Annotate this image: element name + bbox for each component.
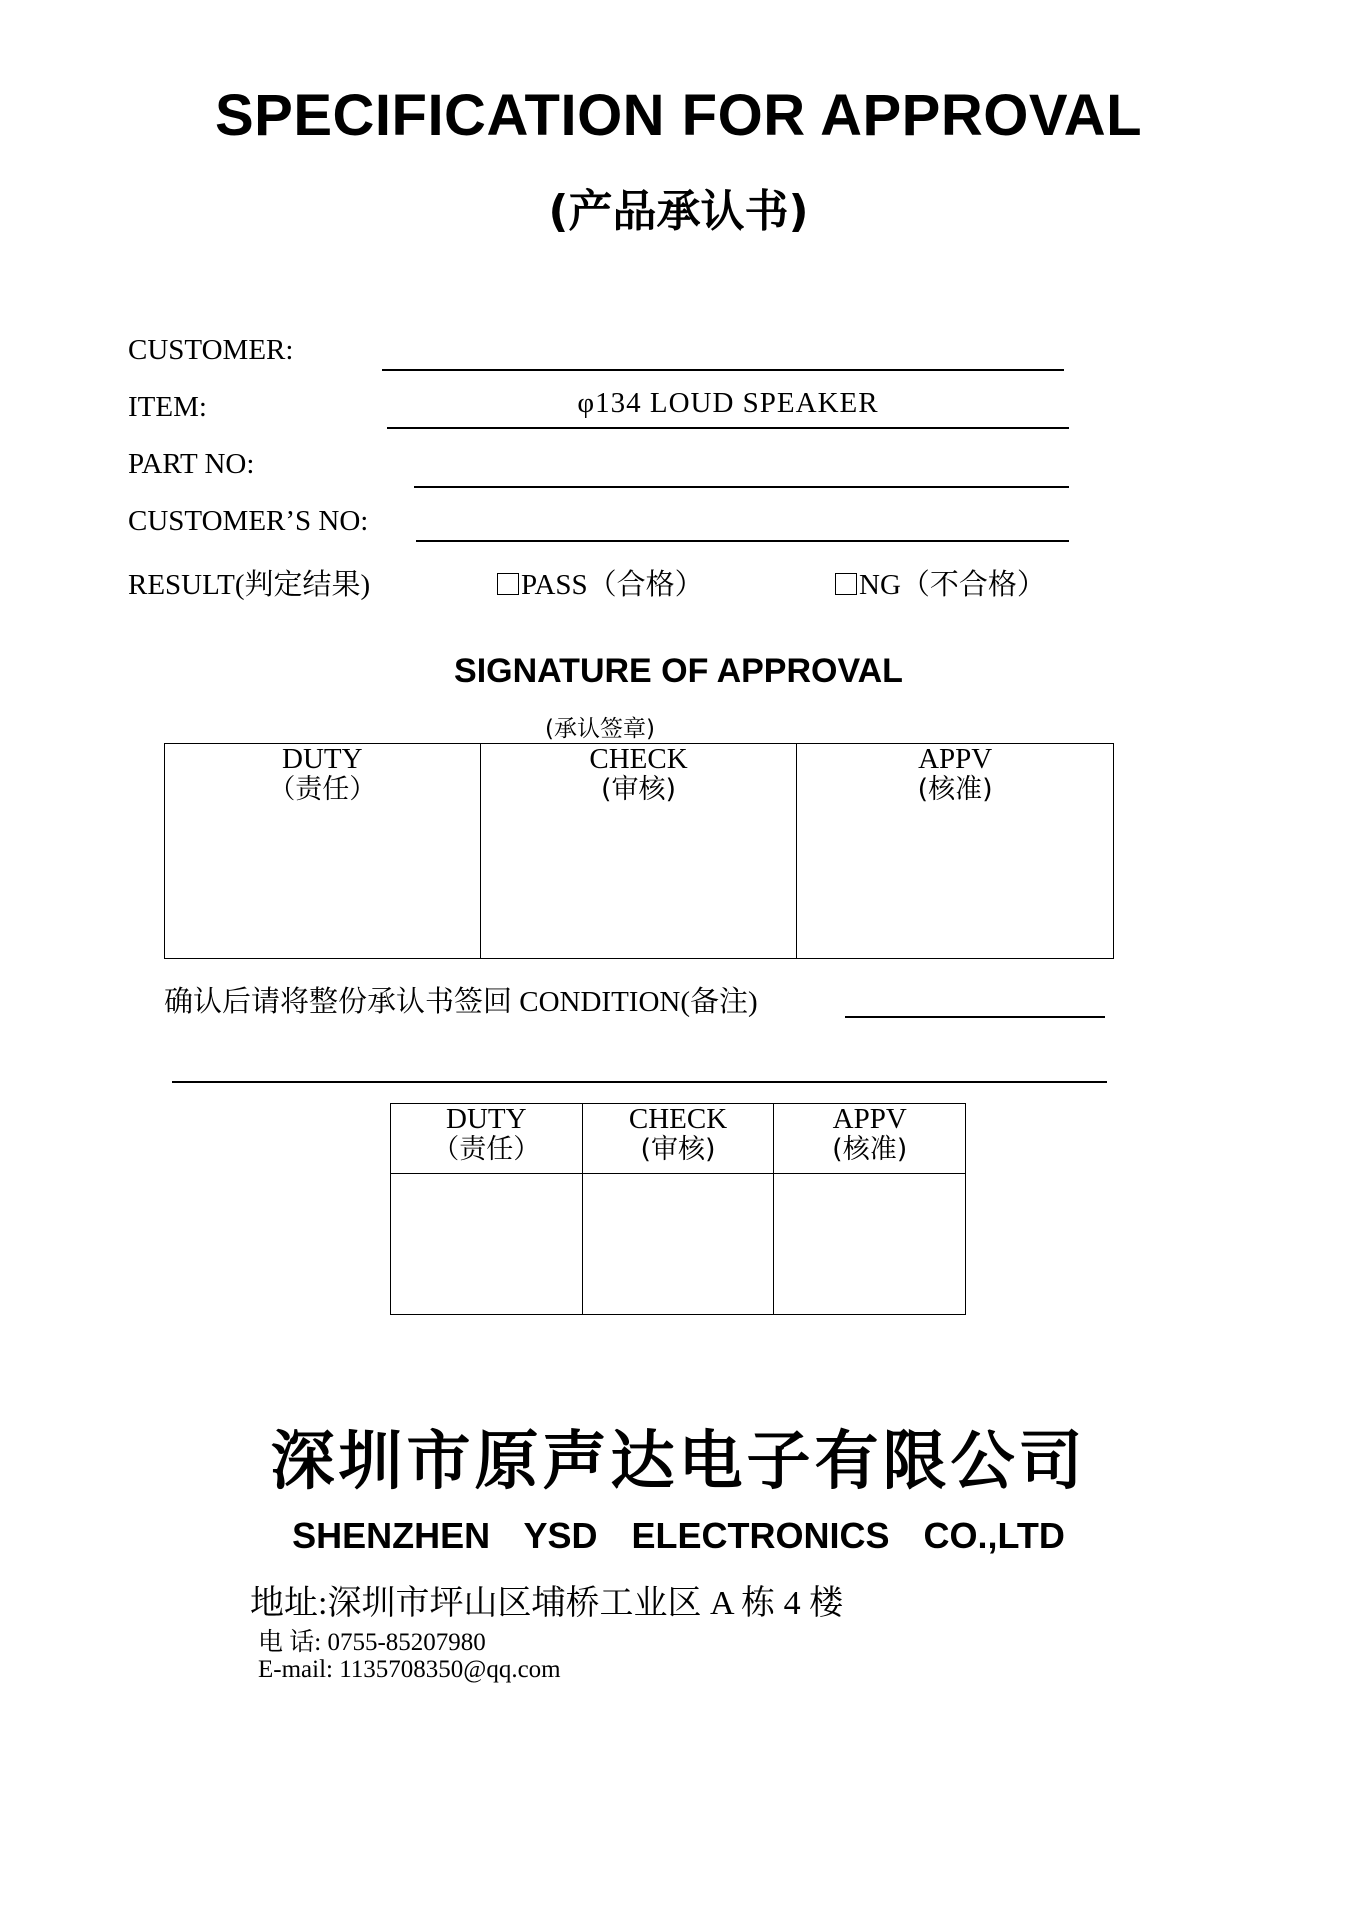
appv-signature-cell[interactable] [797, 744, 1114, 959]
appv-header-cn-2: (核准) [832, 1134, 908, 1165]
duty-header-cell-2 [391, 1104, 583, 1174]
condition-line-2[interactable] [172, 1081, 1107, 1083]
company-address: 地址:深圳市坪山区埔桥工业区 A 栋 4 楼 [250, 1585, 844, 1622]
page-title: SPECIFICATION FOR APPROVAL [214, 83, 1143, 148]
appv-header-cell-2 [774, 1104, 966, 1174]
signature-subtitle: (承认签章) [545, 716, 655, 742]
check-header-cell-2 [582, 1104, 774, 1174]
phone-label: 电 话: [258, 1629, 322, 1656]
email-label: E-mail: [258, 1656, 333, 1683]
check-signature-cell[interactable] [480, 744, 797, 959]
duty-header-cn: （责任） [268, 774, 377, 805]
item-label: ITEM: [128, 391, 207, 423]
duty-header-cn-2: （责任） [432, 1134, 541, 1165]
customers-no-field[interactable] [416, 540, 1069, 542]
item-value: φ134 LOUD SPEAKER [577, 387, 879, 419]
item-field[interactable] [387, 387, 1069, 429]
pass-option[interactable] [497, 562, 704, 603]
appv-signature-cell-2[interactable] [774, 1174, 966, 1315]
appv-header-cn: (核准) [917, 774, 993, 805]
duty-signature-cell[interactable] [165, 744, 481, 959]
company-phone [258, 1622, 486, 1658]
phone-value: 0755-85207980 [327, 1629, 486, 1656]
condition-label: 确认后请将整份承认书签回 CONDITION(备注) [164, 986, 758, 1018]
pass-label: PASS（合格） [521, 569, 704, 601]
condition-field[interactable] [845, 1016, 1105, 1018]
part-no-field[interactable] [414, 486, 1069, 488]
ng-checkbox[interactable] [835, 573, 857, 595]
company-email [258, 1656, 561, 1684]
duty-signature-cell-2[interactable] [391, 1174, 583, 1315]
pass-checkbox[interactable] [497, 573, 519, 595]
customer-label: CUSTOMER: [128, 334, 294, 366]
ng-label: NG（不合格） [859, 569, 1046, 601]
check-header: CHECK [589, 743, 688, 775]
check-header-cn: (审核) [600, 774, 677, 805]
part-no-label: PART NO: [128, 448, 255, 480]
page-subtitle: (产品承认书) [548, 186, 809, 237]
result-label: RESULT(判定结果) [128, 569, 371, 601]
ng-option[interactable] [835, 562, 1046, 603]
signature-title: SIGNATURE OF APPROVAL [454, 652, 903, 690]
check-header-2: CHECK [628, 1103, 728, 1135]
company-name-cn: 深圳市原声达电子有限公司 [270, 1425, 1087, 1499]
appv-header-2: APPV [832, 1103, 907, 1135]
company-name-en: SHENZHEN YSD ELECTRONICS CO.,LTD [292, 1515, 1065, 1556]
email-value[interactable]: 1135708350@qq.com [339, 1656, 561, 1683]
check-signature-cell-2[interactable] [582, 1174, 774, 1315]
signature-table-2 [390, 1103, 966, 1315]
check-header-cn-2: (审核) [640, 1134, 716, 1165]
customers-no-label: CUSTOMER’S NO: [128, 505, 369, 537]
duty-header-2: DUTY [446, 1103, 527, 1135]
customer-field[interactable] [382, 369, 1064, 371]
signature-table [164, 743, 1114, 959]
appv-header: APPV [918, 743, 993, 775]
duty-header: DUTY [282, 743, 363, 775]
